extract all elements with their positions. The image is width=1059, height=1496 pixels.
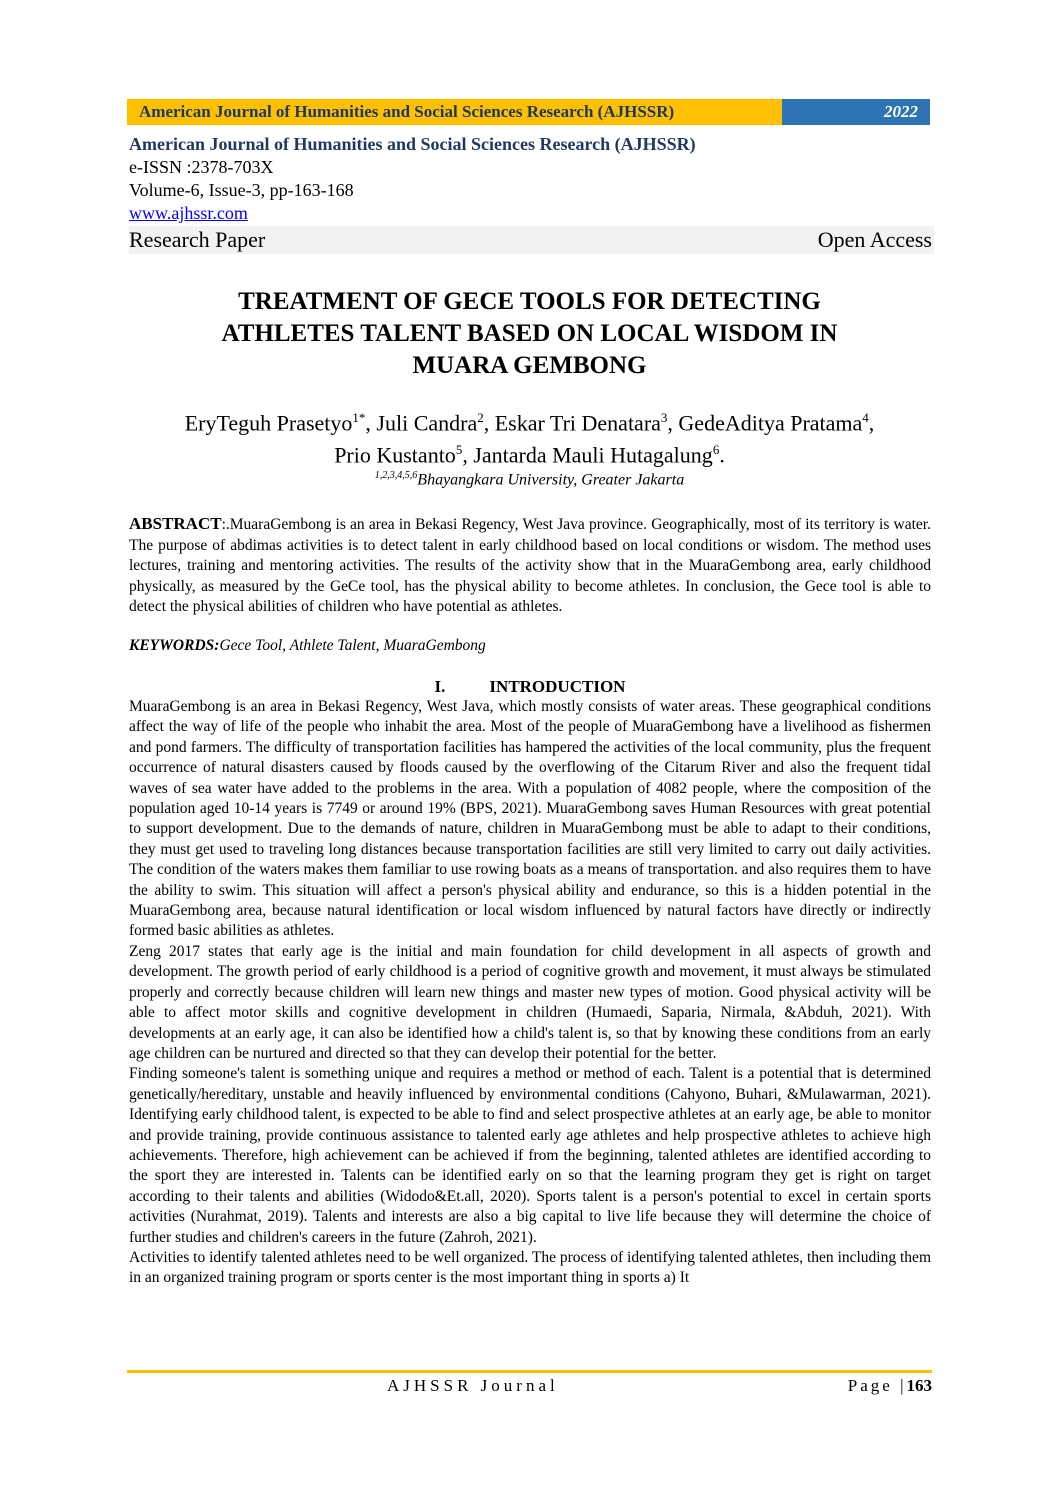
access-type: Open Access — [817, 227, 932, 252]
author-sup: 5 — [455, 442, 463, 458]
running-header-journal: American Journal of Humanities and Social Sciences Research (AJHSSR) — [127, 99, 782, 125]
author-name: EryTeguh Prasetyo — [184, 410, 353, 436]
author-list — [127, 404, 932, 469]
abstract-label: ABSTRACT — [129, 514, 222, 533]
title-line-3: MUARA GEMBONG — [412, 352, 647, 379]
running-header-year: 2022 — [782, 99, 930, 125]
author-sep: . — [719, 442, 725, 468]
page-footer — [127, 1370, 932, 1396]
meta-website-link[interactable]: www.ajhssr.com — [129, 203, 248, 223]
author-sep: , — [868, 410, 875, 436]
author-sup: 3 — [660, 410, 668, 425]
meta-issn: e-ISSN :2378-703X — [129, 157, 274, 177]
footer-journal: AJHSSR Journal — [387, 1376, 559, 1395]
affiliation-text: Bhayangkara University, Greater Jakarta — [417, 471, 685, 489]
footer-page-number: 163 — [906, 1376, 932, 1395]
footer-page-label: Page | — [847, 1376, 907, 1395]
introduction-body — [129, 697, 931, 1289]
journal-meta — [129, 133, 934, 254]
footer-page — [848, 1376, 932, 1396]
running-header — [127, 99, 930, 125]
author-name: Jantarda Mauli Hutagalung — [473, 442, 713, 468]
section-heading-introduction — [129, 677, 931, 697]
keywords — [129, 637, 931, 655]
author-name: Prio Kustanto — [334, 442, 456, 468]
affiliation — [127, 466, 932, 490]
author-name: GedeAditya Pratama — [678, 410, 863, 436]
abstract — [129, 514, 931, 618]
author-name: Juli Candra — [376, 410, 478, 436]
author-name: Eskar Tri Denatara — [494, 410, 661, 436]
author-line-2 — [127, 436, 932, 468]
affiliation-sup: 1,2,3,4,5,6 — [374, 470, 418, 481]
title-line-1: TREATMENT OF GECE TOOLS FOR DETECTING — [238, 288, 821, 315]
paper-type: Research Paper — [129, 227, 266, 252]
paper-title — [127, 286, 932, 382]
keywords-label: KEYWORDS: — [129, 637, 220, 654]
paragraph: MuaraGembong is an area in Bekasi Regency, West Java, which mostly consists of water areas. These geographical conditions affect the way of life of the people who inhabit the area. Most of the people of MuaraGembong have a livelihood as fishermen and pond farmers. The difficulty of transportation facilities has hampered the activities of the local community, plus the frequent occurrence of natural disasters caused by floods caused by the overflowing of the Citarum River and also the frequent tidal waves of sea water have added to the problems in the area. With a population of 4082 people, where the composition of the population aged 10-14 years is 7749 or around 19% (BPS, 2021). MuaraGembong saves Human Resources with great potential to support development. Due to the demands of nature, children in MuaraGembong must be able to adapt to their conditions, they must get used to traveling long distances because transportation facilities are still very limited to carry out daily activities. The condition of the waters makes them familiar to use rowing boats as a means of transportation. and also requires them to have the ability to swim. This situation will affect a person's physical ability and endurance, so this is a hidden potential in the MuaraGembong area, because natural identification or local wisdom influenced by natural factors have directly or indirectly formed basic abilities as athletes. — [129, 698, 931, 940]
paragraph: Finding someone's talent is something unique and requires a method or method of each. Talent is a potential that is determined genetically/hereditary, unstable and heavily influenced by environmental conditions (Cahyono, Buhari, &Mulawarman, 2021). Identifying early childhood talent, is expected to be able to find and select prospective athletes at an early age, be able to monitor and provide training, provide continuous assistance to talented early age athletes and help prospective athletes to achieve high achievements. Therefore, high achievement can be achieved if from the beginning, talented athletes are identified according to the sport they are interested in. Talents can be identified early on so that the learning program they get is right on target according to their talents and abilities (Widodo&Et.all, 2020). Sports talent is a person's potential to excel in certain sports activities (Nurahmat, 2019). Talents and interests are also a big capital to live life because they will determine the choice of further studies and children's careers in the future (Zahroh, 2021). — [129, 1065, 931, 1246]
meta-journal-name: American Journal of Humanities and Social Sciences Research (AJHSSR) — [129, 134, 696, 154]
paragraph: Zeng 2017 states that early age is the initial and main foundation for child development in all aspects of growth and development. The growth period of early childhood is a period of cognitive growth and movement, it must always be stimulated properly and correctly because children will learn new things and master new types of motion. Good physical activity will be able to affect motor skills and cognitive development in children (Humaedi, Saparia, Nirmala, &Abduh, 2021). With developments at an early age, it can also be identified how a child's talent is, so that by knowing these conditions from an early age children can be nurtured and directed so that they can develop their potential for the better. — [129, 942, 931, 1062]
paper-type-bar — [129, 226, 934, 254]
author-sup: 1* — [352, 410, 366, 425]
abstract-text: :.MuaraGembong is an area in Bekasi Regency, West Java province. Geographically, most of its territory is water. The purpose of abdimas activities is to detect talent in early childhood based on local conditions or wisdom. The method uses lectures, training and mentoring activities. The results of the activity show that in the MuaraGembong area, early childhood physically, as measured by the GeCe tool, has the physical ability to become athletes. In conclusion, the Gece tool is able to detect the physical abilities of children who have potential as athletes. — [129, 516, 931, 615]
author-line-1 — [127, 404, 932, 436]
author-sup: 2 — [477, 410, 484, 425]
paragraph: Activities to identify talented athletes need to be well organized. The process of identifying talented athletes, then including them in an organized training program or sports center is the most important thing in sports a) It — [129, 1248, 931, 1287]
keywords-text: Gece Tool, Athlete Talent, MuaraGembong — [219, 637, 486, 654]
section-title: INTRODUCTION — [489, 677, 626, 696]
author-sup: 4 — [862, 410, 869, 425]
author-sep: , — [462, 442, 474, 468]
author-sep: , — [365, 410, 377, 436]
author-sup: 6 — [712, 442, 720, 458]
meta-volume: Volume-6, Issue-3, pp-163-168 — [129, 180, 354, 200]
section-number: I. — [434, 677, 446, 696]
author-sep: , — [483, 410, 495, 436]
title-line-2: ATHLETES TALENT BASED ON LOCAL WISDOM IN — [221, 320, 838, 347]
author-sep: , — [667, 410, 679, 436]
